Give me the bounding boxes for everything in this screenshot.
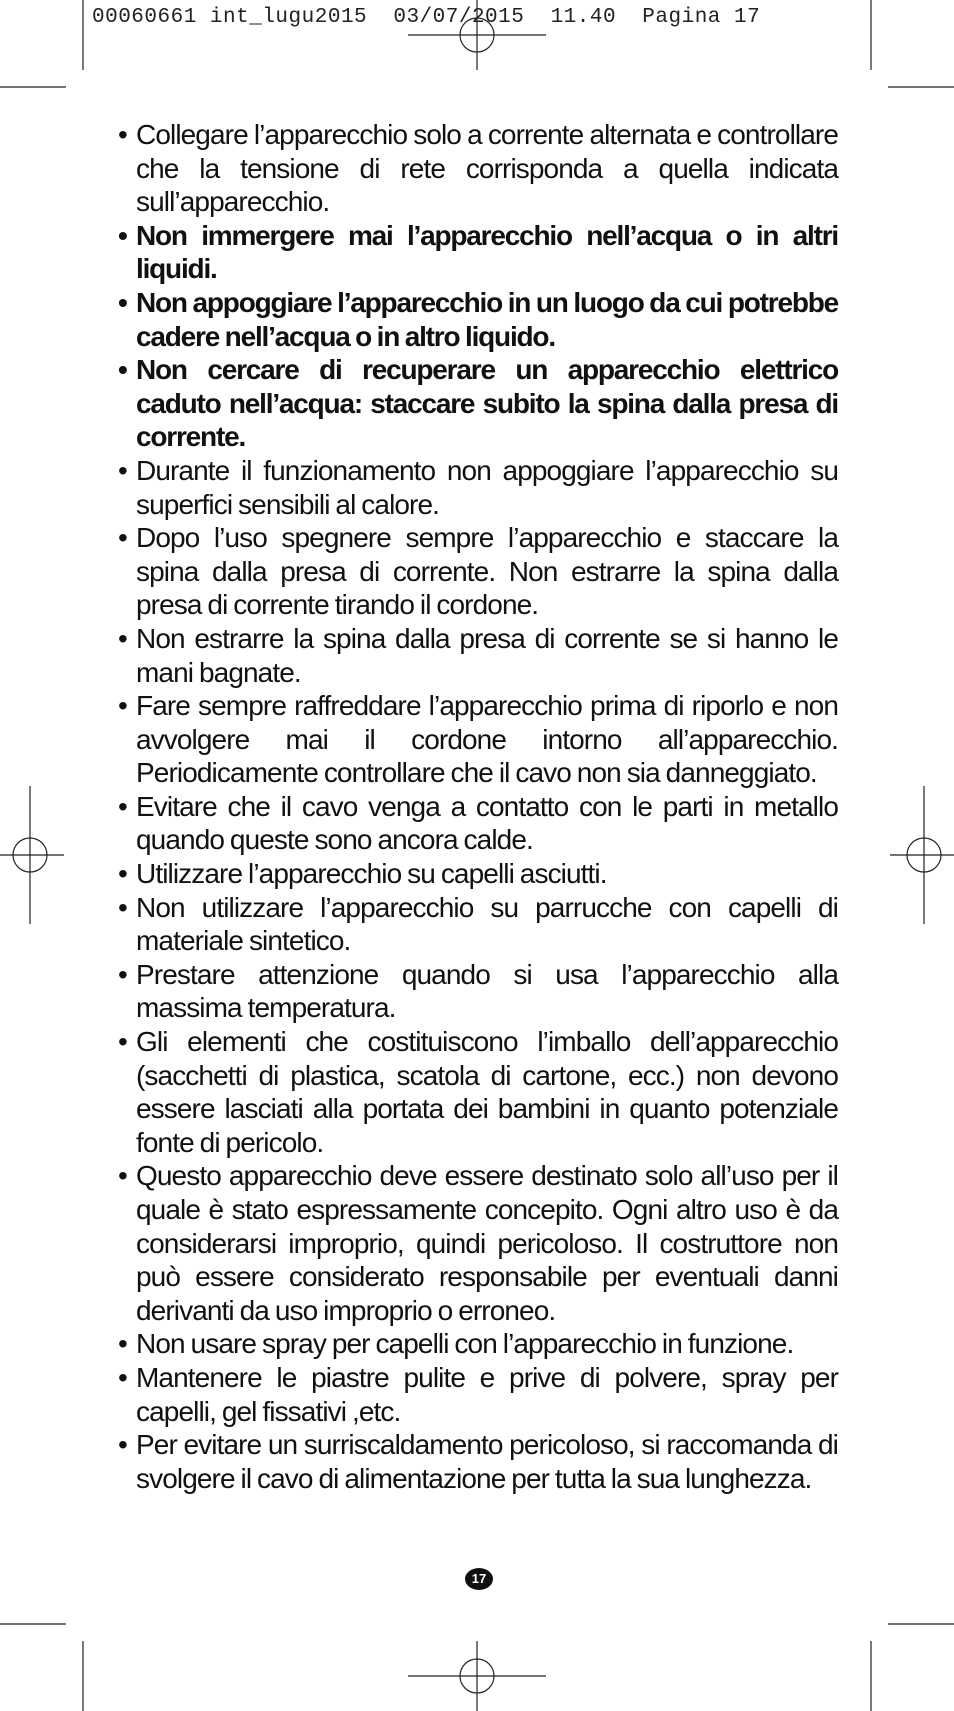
list-item: • Fare sempre raffreddare l’apparecchio prima di riporlo e non avvolgere mai il cordone intorno all’apparecchio. Periodicamente controllare che il cavo non sia danneggiato. bbox=[118, 689, 838, 790]
list-item: • Non cercare di recuperare un apparecchio elettrico caduto nell’acqua: staccare subito la spina dalla presa di corrente. bbox=[118, 353, 838, 454]
list-item: • Non appoggiare l’apparecchio in un luogo da cui potrebbe cadere nell’acqua o in altro liquido. bbox=[118, 286, 838, 353]
print-slug: 00060661 int_lugu2015 03/07/2015 11.40 Pagina 17 bbox=[92, 6, 761, 29]
list-item: • Mantenere le piastre pulite e prive di polvere, spray per capelli, gel fissativi ,etc. bbox=[118, 1361, 838, 1428]
list-item: • Non usare spray per capelli con l’apparecchio in funzione. bbox=[118, 1327, 838, 1361]
list-item: • Durante il funzionamento non appoggiare l’apparecchio su superfici sensibili al calore. bbox=[118, 454, 838, 521]
list-item: • Dopo l’uso spegnere sempre l’apparecchio e staccare la spina dalla presa di corrente. Non estrarre la spina dalla presa di corrente tirando il cordone. bbox=[118, 521, 838, 622]
list-item: • Non estrarre la spina dalla presa di corrente se si hanno le mani bagnate. bbox=[118, 622, 838, 689]
list-item: • Evitare che il cavo venga a contatto con le parti in metallo quando queste sono ancora calde. bbox=[118, 790, 838, 857]
registration-mark-right bbox=[890, 786, 954, 924]
list-item: • Non immergere mai l’apparecchio nell’acqua o in altri liquidi. bbox=[118, 219, 838, 286]
list-item: • Collegare l’apparecchio solo a corrente alternata e controllare che la tensione di rete corrisponda a quella indicata sull’apparecchio. bbox=[118, 118, 838, 219]
registration-mark-left bbox=[0, 786, 64, 924]
registration-mark-bottom bbox=[408, 1641, 546, 1711]
list-item: • Prestare attenzione quando si usa l’apparecchio alla massima temperatura. bbox=[118, 958, 838, 1025]
page-number-badge: 17 bbox=[465, 1568, 493, 1590]
instruction-list bbox=[118, 118, 838, 1495]
list-item: • Questo apparecchio deve essere destinato solo all’uso per il quale è stato espressamente concepito. Ogni altro uso è da considerarsi improprio, quindi pericoloso. Il costruttore non può essere considerato responsabile per eventuali danni derivanti da uso improprio o erroneo. bbox=[118, 1159, 838, 1327]
safety-instructions bbox=[118, 118, 838, 1495]
list-item: • Per evitare un surriscaldamento pericoloso, si raccomanda di svolgere il cavo di alimentazione per tutta la sua lunghezza. bbox=[118, 1428, 838, 1495]
list-item: • Non utilizzare l’apparecchio su parrucche con capelli di materiale sintetico. bbox=[118, 891, 838, 958]
list-item: • Utilizzare l’apparecchio su capelli asciutti. bbox=[118, 857, 838, 891]
registration-mark-top bbox=[408, 0, 546, 70]
list-item: • Gli elementi che costituiscono l’imballo dell’apparecchio (sacchetti di plastica, scatola di cartone, ecc.) non devono essere lasciati alla portata dei bambini in quanto potenziale fonte di pericolo. bbox=[118, 1025, 838, 1159]
